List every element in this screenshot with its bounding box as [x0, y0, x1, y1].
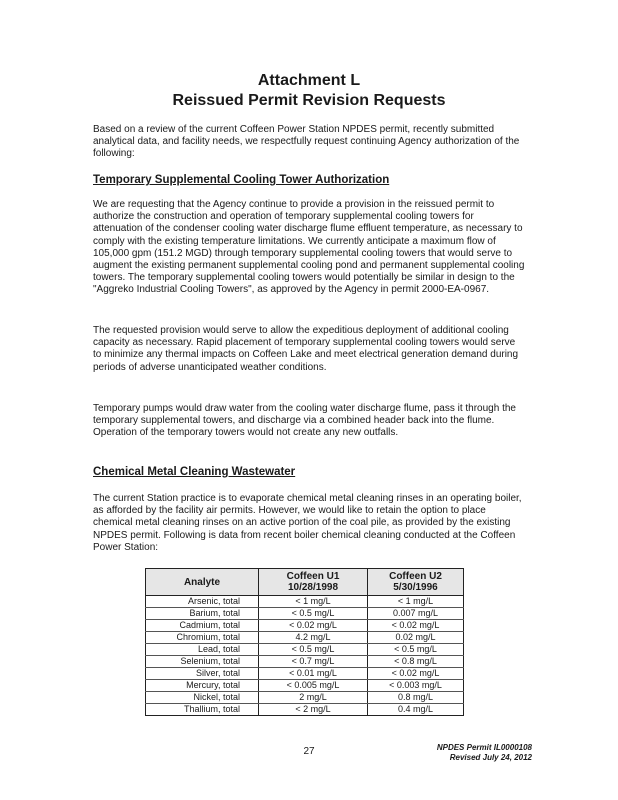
- footer-permit-number: NPDES Permit IL0000108: [436, 743, 532, 752]
- table-header-row: [146, 569, 464, 596]
- header-coffeen-u2: [368, 569, 464, 596]
- analyte-cell: Nickel, total: [146, 692, 259, 704]
- u2-value-cell: < 0.003 mg/L: [368, 680, 464, 692]
- analyte-cell: Arsenic, total: [146, 596, 259, 608]
- footer-revision-date: Revised July 24, 2012: [449, 753, 532, 762]
- u1-value-cell: < 0.02 mg/L: [259, 620, 368, 632]
- cooling-tower-paragraph-3: Temporary pumps would draw water from the cooling water discharge flume, pass it through the temporary supplemental towers, and discharge via a combined header back into the flume. Operation of the temporary towers would not create any new outfalls.: [93, 403, 516, 439]
- u2-value-cell: 0.02 mg/L: [368, 632, 464, 644]
- table-row: [146, 704, 464, 716]
- u1-value-cell: < 0.7 mg/L: [259, 656, 368, 668]
- attachment-title: Attachment L: [257, 72, 361, 89]
- table-row: [146, 620, 464, 632]
- table-row: [146, 632, 464, 644]
- table-row: [146, 608, 464, 620]
- table-row: [146, 644, 464, 656]
- u1-value-cell: < 1 mg/L: [259, 596, 368, 608]
- table-row: [146, 668, 464, 680]
- analyte-cell: Barium, total: [146, 608, 259, 620]
- cooling-tower-paragraph-1: We are requesting that the Agency continue to provide a provision in the reissued permit to authorize the construction and operation of temporary supplemental cooling towers for attenuation of the condenser cooling water discharge flume effluent temperature, as necessary to comply with the existing temperature limitations. We currently anticipate a maximum flow of 105,000 gpm (151.2 MGD) through temporary supplemental cooling towers that would serve to augment the existing permanent supplemental cooling pond and permanent supplemental cooling towers. The temporary supplemental cooling towers would potentially be similar in design to the "Aggreko Industrial Cooling Towers", as approved by the Agency in permit 2000-EA-0967.: [93, 199, 525, 296]
- section-heading-metal-cleaning: Chemical Metal Cleaning Wastewater: [93, 466, 296, 478]
- analyte-cell: Chromium, total: [146, 632, 259, 644]
- u1-value-cell: 2 mg/L: [259, 692, 368, 704]
- header-u2-name: Coffeen U2: [389, 571, 442, 582]
- u2-value-cell: < 0.8 mg/L: [368, 656, 464, 668]
- u1-value-cell: < 0.005 mg/L: [259, 680, 368, 692]
- document-title: Reissued Permit Revision Requests: [172, 92, 446, 109]
- u2-value-cell: 0.4 mg/L: [368, 704, 464, 716]
- table-row: [146, 692, 464, 704]
- table-row: [146, 656, 464, 668]
- u2-value-cell: < 0.02 mg/L: [368, 668, 464, 680]
- u1-value-cell: < 0.01 mg/L: [259, 668, 368, 680]
- u2-value-cell: < 0.02 mg/L: [368, 620, 464, 632]
- intro-paragraph: Based on a review of the current Coffeen Power Station NPDES permit, recently submitted analytical data, and facility needs, we respectfully request continuing Agency authorization of the following:: [93, 124, 520, 160]
- analyte-cell: Lead, total: [146, 644, 259, 656]
- u2-value-cell: < 1 mg/L: [368, 596, 464, 608]
- analyte-data-table: [145, 568, 464, 716]
- analyte-cell: Silver, total: [146, 668, 259, 680]
- u1-value-cell: 4.2 mg/L: [259, 632, 368, 644]
- table-row: [146, 596, 464, 608]
- page-number: 27: [303, 746, 315, 757]
- header-u2-date: 5/30/1996: [393, 582, 438, 593]
- metal-cleaning-paragraph: The current Station practice is to evaporate chemical metal cleaning rinses in an operating boiler, as afforded by the facility air permits. However, we would like to retain the option to place chemical metal cleaning rinses on an active portion of the coal pile, as provided by the existing NPDES permit. Following is data from recent boiler chemical cleaning conducted at the Coffeen Power Station:: [93, 493, 522, 553]
- header-u1-date: 10/28/1998: [287, 582, 339, 593]
- u1-value-cell: < 2 mg/L: [259, 704, 368, 716]
- analyte-cell: Mercury, total: [146, 680, 259, 692]
- header-coffeen-u1: [259, 569, 368, 596]
- header-analyte-label: Analyte: [183, 576, 221, 588]
- analyte-cell: Thallium, total: [146, 704, 259, 716]
- u2-value-cell: 0.007 mg/L: [368, 608, 464, 620]
- u1-value-cell: < 0.5 mg/L: [259, 608, 368, 620]
- u2-value-cell: 0.8 mg/L: [368, 692, 464, 704]
- u1-value-cell: < 0.5 mg/L: [259, 644, 368, 656]
- cooling-tower-paragraph-2: The requested provision would serve to allow the expeditious deployment of additional cooling capacity as necessary. Rapid placement of temporary supplemental cooling towers would serve to minimize any thermal impacts on Coffeen Lake and meet electrical generation demand during periods of adverse unanticipated weather conditions.: [93, 325, 519, 373]
- analyte-cell: Selenium, total: [146, 656, 259, 668]
- header-u1-name: Coffeen U1: [286, 571, 340, 582]
- analyte-cell: Cadmium, total: [146, 620, 259, 632]
- header-analyte: [146, 569, 259, 596]
- table-row: [146, 680, 464, 692]
- section-heading-cooling-tower: Temporary Supplemental Cooling Tower Authorization: [93, 174, 390, 186]
- u2-value-cell: < 0.5 mg/L: [368, 644, 464, 656]
